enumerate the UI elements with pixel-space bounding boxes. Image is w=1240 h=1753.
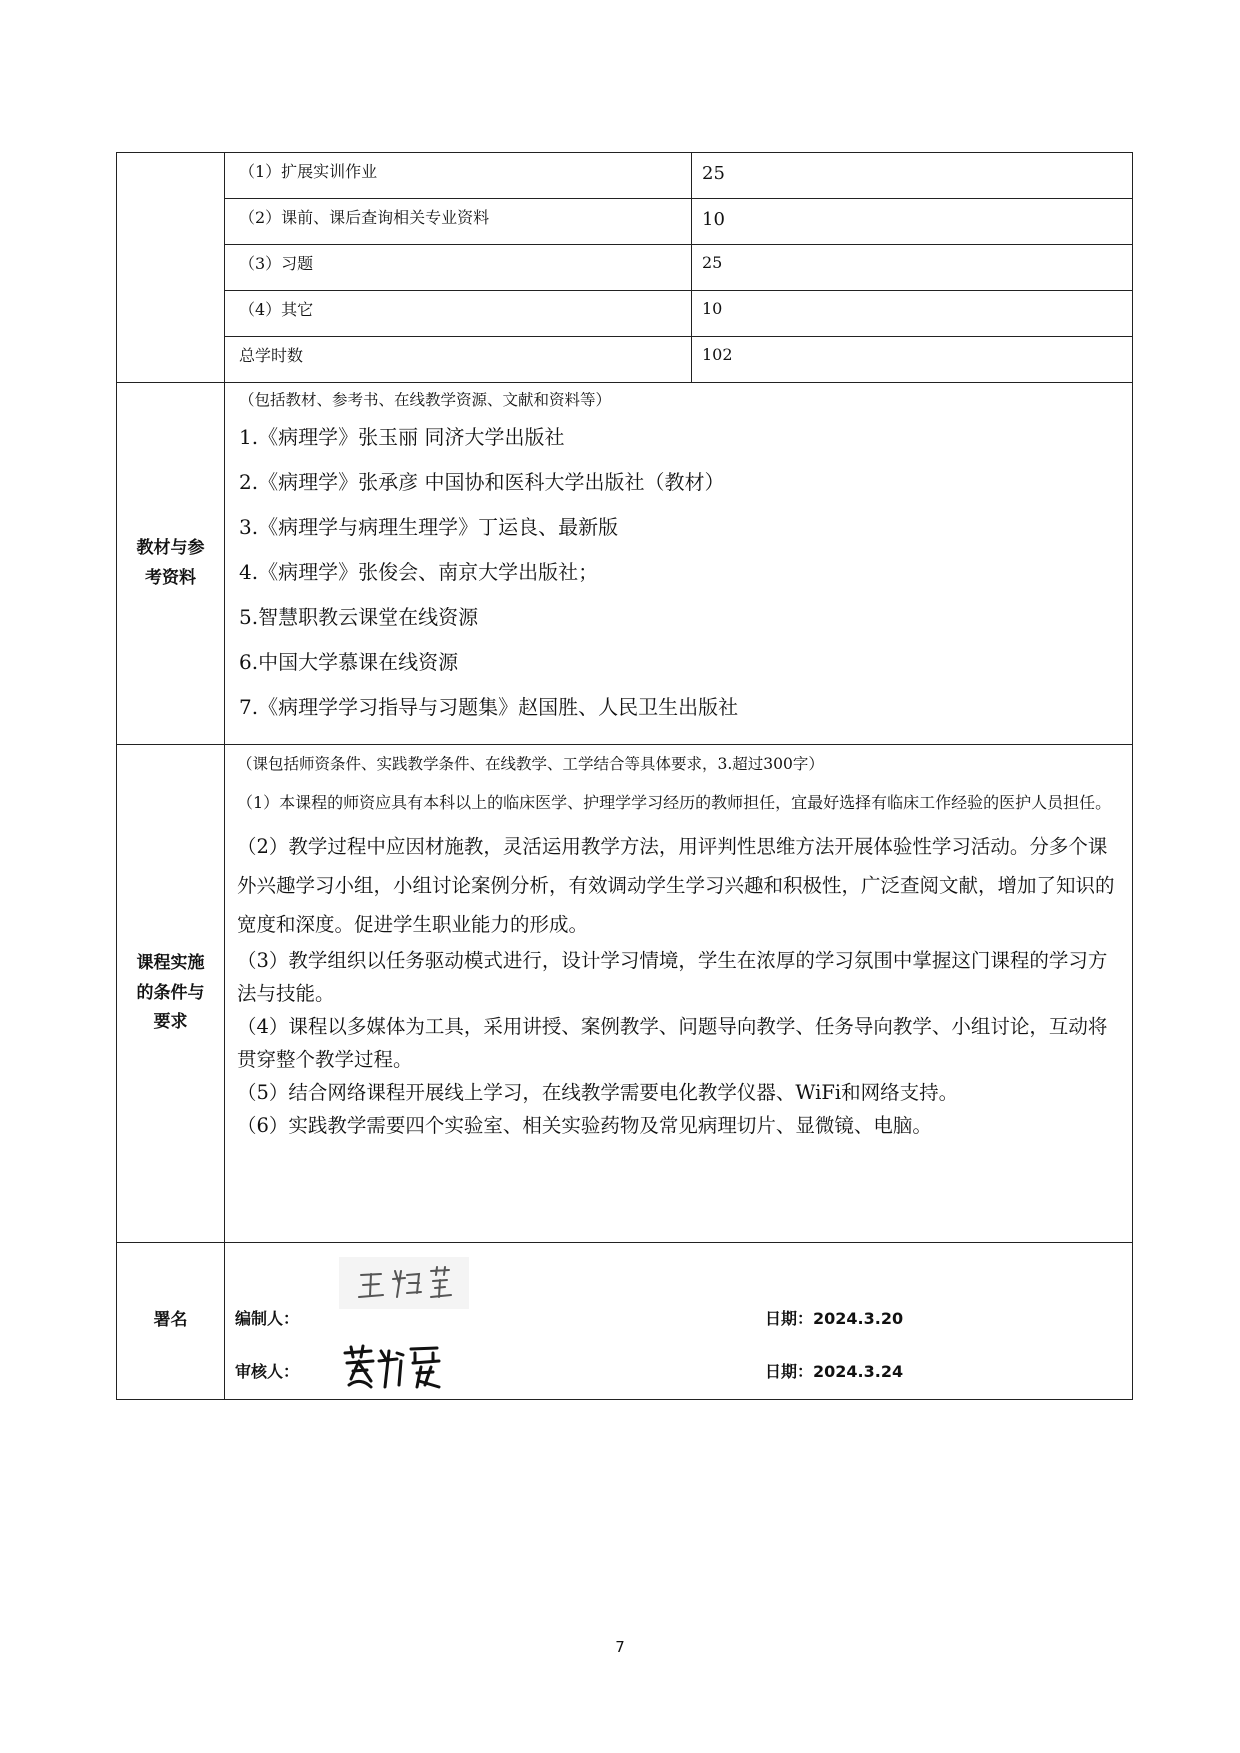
page-number: 7: [615, 1638, 625, 1656]
signature-content: [225, 1243, 1133, 1400]
hours-item: （3）习题: [225, 245, 692, 291]
hours-row: [117, 199, 1133, 245]
implementation-item: （2）教学过程中应因材施教，灵活运用教学方法，用评判性思维方法开展体验性学习活动。分多个课外兴趣学习小组，小组讨论案例分析，有效调动学生学习兴趣和积极性，广泛查阅文献，增加了知识的宽度和深度。促进学生职业能力的形成。: [237, 835, 1115, 936]
implementation-label-text: 课程实施的条件与要求: [136, 952, 205, 1033]
implementation-item: （1）本课程的师资应具有本科以上的临床医学、护理学学习经历的教师担任，宜最好选择有临床工作经验的医护人员担任。: [237, 793, 1112, 812]
implementation-item: （5）结合网络课程开展线上学习，在线教学需要电化教学仪器、WiFi和网络支持。: [237, 1081, 959, 1104]
implementation-item: （3）教学组织以任务驱动模式进行，设计学习情境，学生在浓厚的学习氛围中掌握这门课程的学习方法与技能。: [237, 949, 1108, 1005]
implementation-item: （4）课程以多媒体为工具，采用讲授、案例教学、问题导向教学、任务导向教学、小组讨论，互动将贯穿整个教学过程。: [237, 1015, 1108, 1071]
hours-value: 25: [692, 245, 1133, 291]
total-hours-row: [117, 337, 1133, 383]
references-content: [225, 383, 1133, 745]
reference-item: 4.《病理学》张俊会、南京大学出版社；: [239, 560, 599, 584]
implementation-note: （课包括师资条件、实践教学条件、在线教学、工学结合等具体要求，3.超过300字）: [237, 755, 824, 773]
reference-item: 6.中国大学慕课在线资源: [239, 650, 459, 674]
hours-label-cell: [117, 153, 225, 383]
reviewer-date: 日期：2024.3.24: [765, 1362, 904, 1381]
reference-item: 7.《病理学学习指导与习题集》赵国胜、人民卫生出版社: [239, 695, 739, 719]
reviewer-label: 审核人：: [235, 1362, 300, 1381]
signature-label: 署名: [117, 1243, 225, 1400]
hours-value: 10: [692, 291, 1133, 337]
hours-value: 10: [692, 199, 1133, 245]
hours-row: [117, 245, 1133, 291]
references-label: [117, 383, 225, 745]
hours-item: （1）扩展实训作业: [225, 153, 692, 199]
hours-item: （4）其它: [225, 291, 692, 337]
implementation-row: [117, 745, 1133, 1243]
hours-item: （2）课前、课后查询相关专业资料: [225, 199, 692, 245]
compiler-date: 日期：2024.3.20: [765, 1309, 904, 1328]
reference-item: 5.智慧职教云课堂在线资源: [239, 605, 479, 629]
reviewer-signature: [341, 1341, 445, 1393]
compiler-signature: [339, 1257, 469, 1309]
total-hours-label: 总学时数: [225, 337, 692, 383]
compiler-label: 编制人：: [235, 1309, 300, 1328]
hours-value: 25: [692, 153, 1133, 199]
reference-item: 2.《病理学》张承彦 中国协和医科大学出版社（教材）: [239, 470, 725, 494]
reference-item: 1.《病理学》张玉丽 同济大学出版社: [239, 425, 565, 449]
hours-row: [117, 153, 1133, 199]
implementation-item: （6）实践教学需要四个实验室、相关实验药物及常见病理切片、显微镜、电脑。: [237, 1114, 932, 1137]
implementation-content: [225, 745, 1133, 1243]
total-hours-value: 102: [692, 337, 1133, 383]
references-row: [117, 383, 1133, 745]
signature-row: [117, 1243, 1133, 1400]
hours-row: [117, 291, 1133, 337]
references-note: （包括教材、参考书、在线教学资源、文献和资料等）: [239, 391, 612, 409]
implementation-label: [117, 745, 225, 1243]
reference-item: 3.《病理学与病理生理学》丁运良、最新版: [239, 515, 619, 539]
references-label-text: 教材与参考资料: [136, 537, 205, 588]
course-info-table: [116, 152, 1133, 1400]
